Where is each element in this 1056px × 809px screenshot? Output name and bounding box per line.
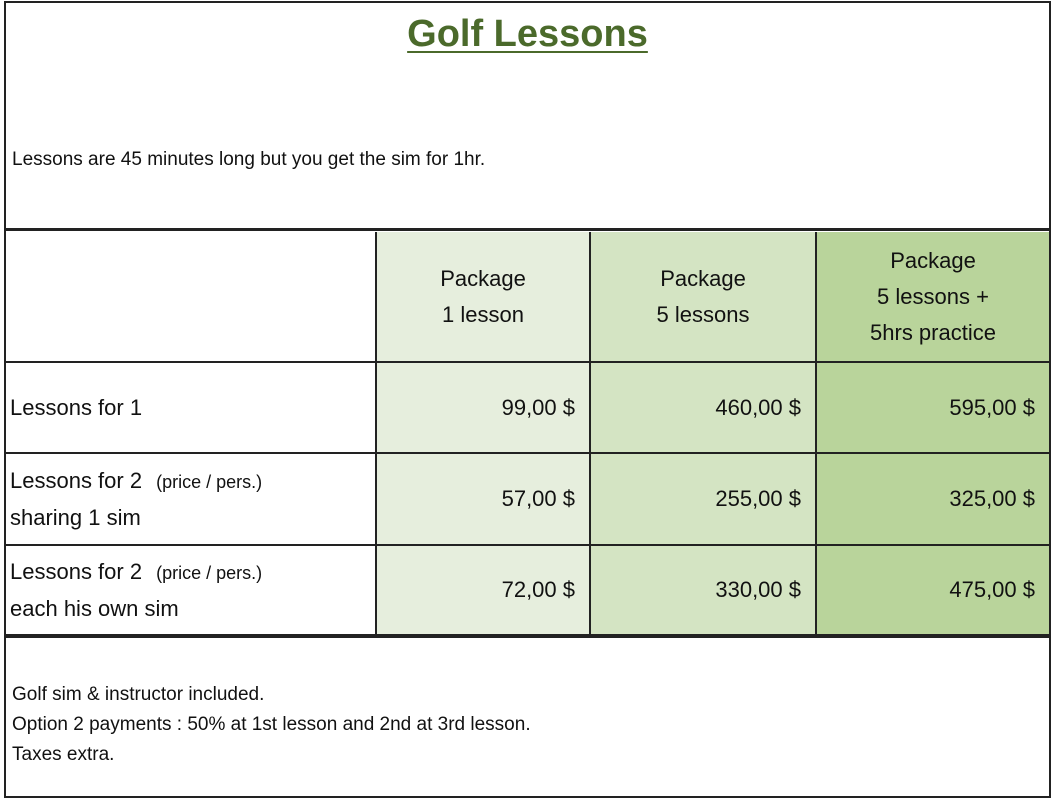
table-row	[6, 362, 1049, 453]
price-cell: 99,00 $	[376, 362, 590, 453]
price-cell: 595,00 $	[816, 362, 1049, 453]
header-package-5-lessons: Package 5 lessons	[590, 232, 816, 362]
note-line: Taxes extra.	[12, 744, 115, 765]
row-note: (price / pers.)	[156, 562, 263, 583]
note-line: Option 2 payments : 50% at 1st lesson and 2nd at 3rd lesson.	[12, 714, 531, 735]
divider-bottom	[6, 635, 1049, 638]
price-cell: 72,00 $	[376, 545, 590, 635]
price-sheet	[4, 1, 1051, 798]
price-cell: 325,00 $	[816, 453, 1049, 545]
table-row	[6, 545, 1049, 635]
price-cell: 475,00 $	[816, 545, 1049, 635]
price-cell: 460,00 $	[590, 362, 816, 453]
page-title: Golf Lessons	[407, 13, 648, 55]
price-table	[6, 232, 1049, 636]
header-package-5-lessons-practice: Package 5 lessons + 5hrs practice	[816, 232, 1049, 362]
divider-top	[6, 228, 1049, 231]
note-line: Golf sim & instructor included.	[12, 684, 265, 705]
row-label: Lessons for 2 (price / pers.) sharing 1 sim	[6, 453, 376, 545]
table-header-row	[6, 232, 1049, 362]
table-row	[6, 453, 1049, 545]
price-cell: 330,00 $	[590, 545, 816, 635]
intro-text: Lessons are 45 minutes long but you get the sim for 1hr.	[12, 149, 486, 170]
price-cell: 57,00 $	[376, 453, 590, 545]
header-package-1-lesson: Package 1 lesson	[376, 232, 590, 362]
row-note: (price / pers.)	[156, 471, 263, 492]
header-empty-cell	[6, 232, 376, 362]
row-label: Lessons for 2 (price / pers.) each his own sim	[6, 545, 376, 635]
price-cell: 255,00 $	[590, 453, 816, 545]
row-label: Lessons for 1	[6, 362, 376, 453]
notes-block	[12, 680, 531, 770]
